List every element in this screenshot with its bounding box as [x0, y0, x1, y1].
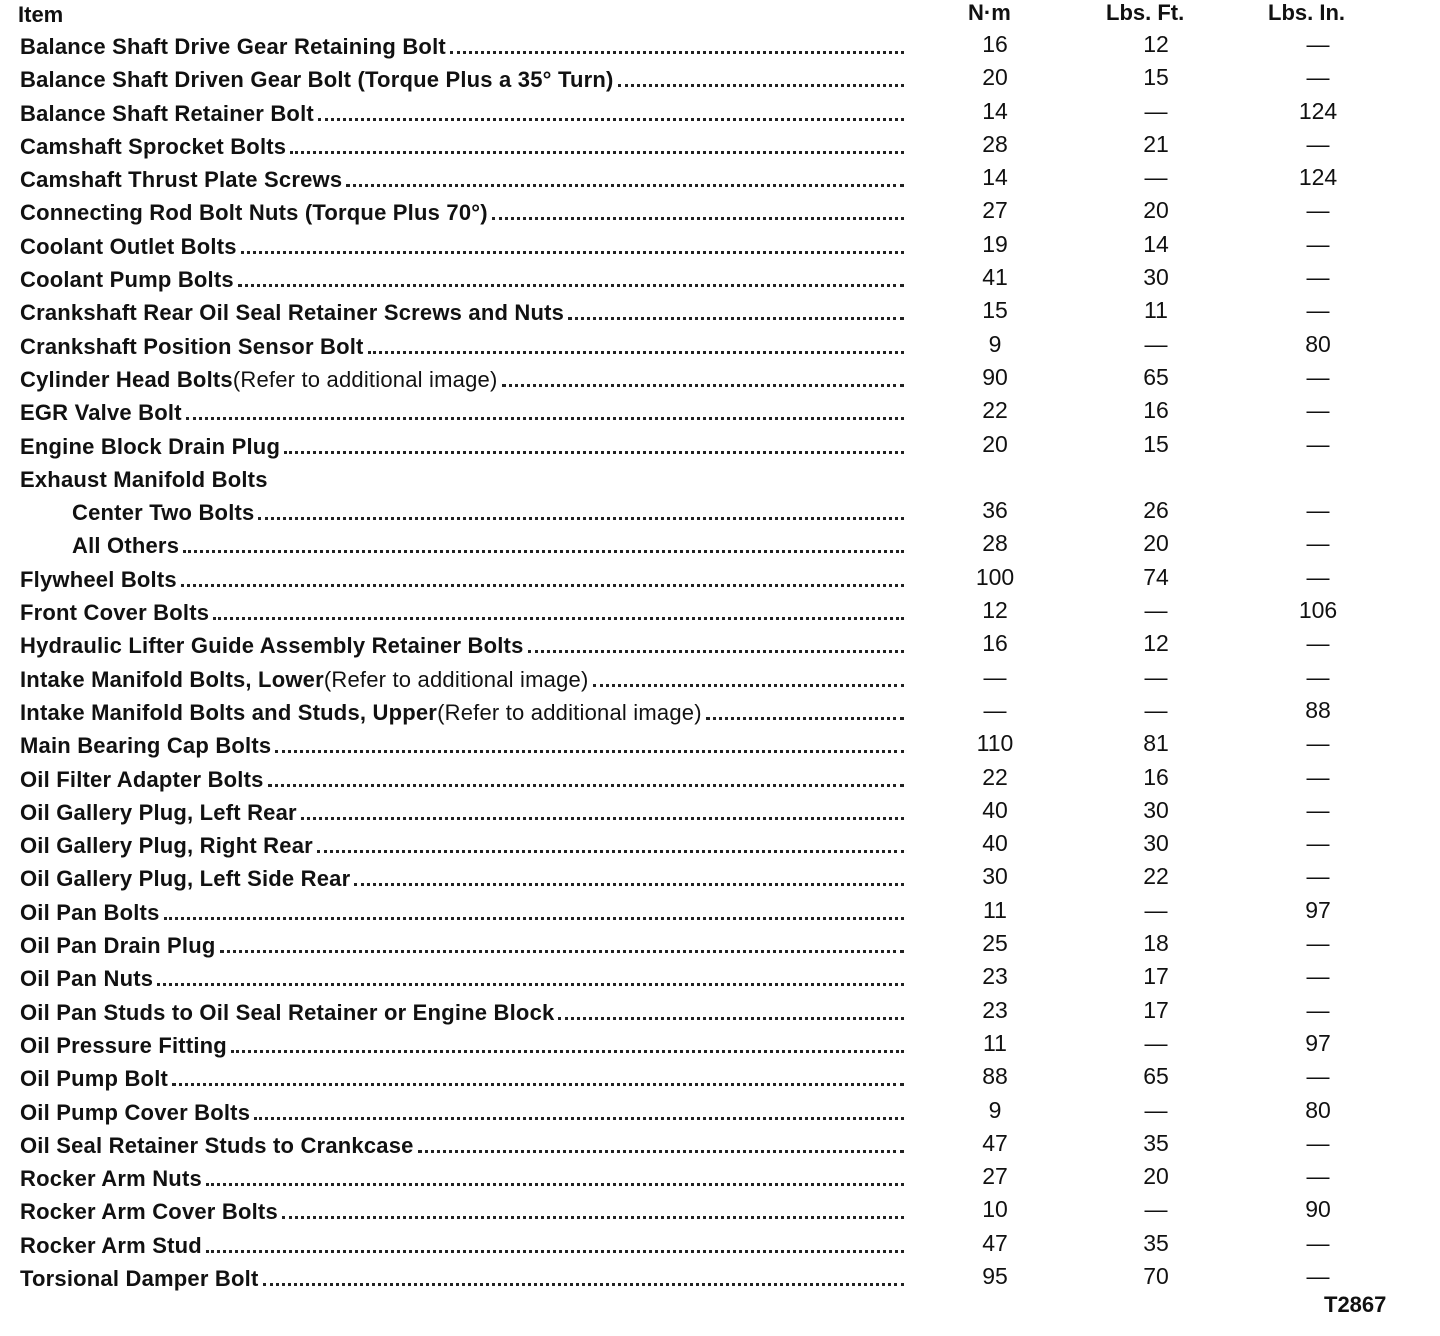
- item-cell: [20, 966, 906, 992]
- lbs-in-value: —: [1306, 963, 1330, 990]
- nm-value: 11: [983, 1029, 1007, 1056]
- dot-leader: [157, 983, 904, 986]
- lbs-in-value: —: [1306, 1229, 1330, 1256]
- lbs-in-value: 97: [1305, 896, 1331, 923]
- item-label: Camshaft Sprocket Bolts: [20, 133, 287, 159]
- item-label: Rocker Arm Nuts: [20, 1166, 202, 1192]
- item-label: All Others: [72, 533, 180, 559]
- item-note: (Refer to additional image): [232, 366, 498, 392]
- item-cell: [20, 1133, 906, 1159]
- nm-value: 19: [982, 230, 1008, 257]
- item-label: Center Two Bolts: [72, 500, 255, 526]
- lbs-ft-value: —: [1144, 1196, 1168, 1223]
- item-label: Oil Pump Bolt: [20, 1066, 169, 1092]
- lbs-ft-value: —: [1144, 330, 1168, 357]
- dot-leader: [258, 517, 904, 520]
- lbs-ft-value: 20: [1143, 1163, 1169, 1190]
- dot-leader: [206, 1183, 904, 1186]
- lbs-ft-value: —: [1144, 663, 1168, 690]
- item-label: Oil Filter Adapter Bolts: [20, 766, 264, 792]
- nm-value: 22: [982, 763, 1008, 790]
- dot-leader: [317, 850, 904, 853]
- lbs-ft-value: 22: [1143, 863, 1169, 890]
- item-label: Intake Manifold Bolts, Lower: [20, 666, 324, 692]
- lbs-ft-value: 12: [1143, 31, 1169, 57]
- table-row: [0, 95, 1440, 128]
- lbs-ft-value: 18: [1143, 930, 1169, 957]
- table-row: [0, 1193, 1440, 1226]
- item-label: EGR Valve Bolt: [20, 400, 182, 426]
- lbs-in-value: —: [1306, 497, 1330, 524]
- table-row: [0, 794, 1440, 827]
- lbs-ft-value: 74: [1143, 563, 1169, 590]
- item-label: Crankshaft Rear Oil Seal Retainer Screws and Nuts: [20, 300, 565, 326]
- dot-leader: [618, 84, 904, 87]
- nm-value: 11: [983, 896, 1007, 923]
- nm-value: 25: [982, 930, 1008, 957]
- item-label: Torsional Damper Bolt: [20, 1265, 259, 1291]
- item-label: Balance Shaft Driven Gear Bolt (Torque Plus a 35° Turn): [20, 67, 614, 93]
- nm-value: 40: [982, 796, 1008, 823]
- lbs-ft-value: 20: [1143, 197, 1169, 224]
- header-nm: N·m: [968, 0, 1011, 25]
- lbs-in-value: —: [1306, 130, 1330, 157]
- item-cell: [20, 800, 906, 826]
- dot-leader: [368, 351, 904, 354]
- nm-value: 88: [982, 1063, 1008, 1090]
- item-cell: [20, 866, 906, 892]
- item-label: Engine Block Drain Plug: [20, 433, 281, 459]
- item-label: Rocker Arm Stud: [20, 1232, 202, 1258]
- table-row: [0, 1060, 1440, 1093]
- item-label: Intake Manifold Bolts and Studs, Upper: [20, 699, 438, 725]
- item-cell: [20, 34, 906, 60]
- lbs-in-value: —: [1306, 430, 1330, 457]
- dot-leader: [238, 284, 904, 287]
- lbs-ft-value: 35: [1143, 1129, 1169, 1156]
- nm-value: 15: [982, 297, 1008, 324]
- item-cell: [20, 1166, 906, 1192]
- lbs-in-value: —: [1306, 630, 1330, 657]
- dot-leader: [706, 717, 904, 720]
- item-label: Exhaust Manifold Bolts: [20, 466, 268, 492]
- item-label: Connecting Rod Bolt Nuts (Torque Plus 70°): [20, 200, 488, 226]
- lbs-ft-value: —: [1144, 597, 1168, 624]
- table-row: [0, 894, 1440, 927]
- nm-value: 47: [982, 1129, 1008, 1156]
- nm-value: 9: [988, 1096, 1002, 1123]
- item-cell: [20, 1066, 906, 1092]
- item-cell: [20, 267, 906, 293]
- table-row: [0, 960, 1440, 993]
- table-row: [0, 261, 1440, 294]
- item-cell: [20, 467, 906, 493]
- lbs-ft-value: 17: [1143, 963, 1169, 990]
- lbs-ft-value: 70: [1143, 1262, 1169, 1289]
- lbs-in-value: —: [1306, 763, 1330, 790]
- lbs-in-value: —: [1306, 1063, 1330, 1090]
- item-cell: [20, 1199, 906, 1225]
- lbs-in-value: —: [1306, 730, 1330, 757]
- lbs-in-value: —: [1306, 1129, 1330, 1156]
- nm-value: 110: [976, 730, 1014, 757]
- lbs-ft-value: 30: [1143, 796, 1169, 823]
- lbs-in-value: 88: [1305, 696, 1331, 723]
- dot-leader: [450, 51, 904, 54]
- item-cell: [20, 434, 906, 460]
- nm-value: 23: [982, 996, 1008, 1023]
- header-item: Item: [18, 2, 64, 27]
- lbs-in-value: —: [1306, 197, 1330, 224]
- lbs-in-value: —: [1306, 64, 1330, 91]
- table-row: [0, 1094, 1440, 1127]
- nm-value: 10: [982, 1196, 1008, 1223]
- dot-leader: [502, 384, 905, 387]
- item-cell: [20, 667, 906, 693]
- lbs-ft-value: 30: [1143, 264, 1169, 291]
- item-label: Hydraulic Lifter Guide Assembly Retainer Bolts: [20, 633, 524, 659]
- lbs-in-value: —: [1306, 31, 1330, 57]
- item-label: Oil Seal Retainer Studs to Crankcase: [20, 1132, 414, 1158]
- item-cell: [72, 533, 906, 559]
- table-header: [0, 0, 1440, 30]
- item-label: Oil Pump Cover Bolts: [20, 1099, 251, 1125]
- dot-leader: [346, 184, 904, 187]
- item-cell: [20, 167, 906, 193]
- item-label: Oil Gallery Plug, Right Rear: [20, 833, 313, 859]
- lbs-in-value: —: [1306, 230, 1330, 257]
- table-row: [0, 860, 1440, 893]
- dot-leader: [241, 251, 904, 254]
- lbs-ft-value: 65: [1143, 363, 1169, 390]
- dot-leader: [206, 1250, 904, 1253]
- item-label: Flywheel Bolts: [20, 566, 177, 592]
- item-cell: [20, 67, 906, 93]
- lbs-ft-value: 81: [1143, 730, 1169, 757]
- dot-leader: [254, 1117, 904, 1120]
- nm-value: 100: [975, 563, 1015, 590]
- lbs-in-value: —: [1306, 1163, 1330, 1190]
- lbs-ft-value: 26: [1143, 497, 1169, 524]
- lbs-in-value: —: [1306, 297, 1330, 324]
- table-row: [0, 761, 1440, 794]
- table-row: [0, 428, 1440, 461]
- item-cell: [20, 833, 906, 859]
- item-cell: [20, 1033, 906, 1059]
- item-cell: [20, 700, 906, 726]
- dot-leader: [290, 151, 904, 154]
- table-row: [0, 694, 1440, 727]
- table-row: [0, 461, 1440, 494]
- dot-leader: [183, 550, 904, 553]
- nm-value: 36: [982, 497, 1008, 524]
- nm-value: 14: [982, 97, 1008, 124]
- item-cell: [20, 300, 906, 326]
- item-note: (Refer to additional image): [323, 666, 589, 692]
- lbs-ft-value: —: [1144, 1096, 1168, 1123]
- lbs-ft-value: —: [1144, 1029, 1168, 1056]
- dot-leader: [164, 917, 904, 920]
- dot-leader: [593, 684, 904, 687]
- dot-leader: [220, 950, 904, 953]
- item-cell: [20, 600, 906, 626]
- item-cell: [20, 767, 906, 793]
- lbs-in-value: —: [1306, 530, 1330, 557]
- item-cell: [20, 367, 906, 393]
- table-row: [0, 727, 1440, 760]
- lbs-ft-value: 16: [1143, 397, 1169, 424]
- lbs-in-value: —: [1306, 796, 1330, 823]
- header-lbs-ft: Lbs. Ft.: [1106, 0, 1185, 25]
- dot-leader: [528, 650, 904, 653]
- item-cell: [20, 334, 906, 360]
- table-row: [0, 661, 1440, 694]
- item-cell: [20, 1233, 906, 1259]
- dot-leader: [181, 584, 904, 587]
- nm-value: —: [983, 663, 1007, 690]
- dot-leader: [282, 1216, 904, 1219]
- item-label: Oil Pan Nuts: [20, 966, 154, 992]
- dot-leader: [301, 817, 904, 820]
- lbs-ft-value: 14: [1143, 230, 1169, 257]
- dot-leader: [172, 1083, 904, 1086]
- lbs-in-value: —: [1306, 830, 1330, 857]
- lbs-in-value: 97: [1305, 1029, 1331, 1056]
- table-row: [0, 994, 1440, 1027]
- dot-leader: [263, 1283, 905, 1286]
- nm-value: 40: [982, 830, 1008, 857]
- figure-code: T2867: [1324, 1292, 1387, 1317]
- item-label: Oil Pan Studs to Oil Seal Retainer or Engine Block: [20, 999, 555, 1025]
- torque-table-body: [0, 28, 1440, 1293]
- item-cell: [20, 400, 906, 426]
- table-row: [0, 28, 1440, 61]
- nm-value: —: [983, 696, 1007, 723]
- item-cell: [20, 101, 906, 127]
- item-label: Oil Pressure Fitting: [20, 1032, 227, 1058]
- lbs-ft-value: —: [1144, 896, 1168, 923]
- item-cell: [20, 567, 906, 593]
- lbs-ft-value: 16: [1143, 763, 1169, 790]
- table-row: [0, 561, 1440, 594]
- table-row: [0, 1160, 1440, 1193]
- nm-value: 14: [982, 164, 1008, 191]
- table-row: [0, 328, 1440, 361]
- item-cell: [20, 933, 906, 959]
- item-label: Rocker Arm Cover Bolts: [20, 1199, 278, 1225]
- lbs-ft-value: 65: [1143, 1063, 1169, 1090]
- table-row: [0, 1227, 1440, 1260]
- table-row: [0, 161, 1440, 194]
- lbs-in-value: —: [1306, 863, 1330, 890]
- item-cell: [20, 134, 906, 160]
- dot-leader: [568, 317, 904, 320]
- table-row: [0, 827, 1440, 860]
- nm-value: 9: [988, 330, 1002, 357]
- lbs-ft-value: 20: [1143, 530, 1169, 557]
- table-row: [0, 494, 1440, 527]
- nm-value: 20: [982, 430, 1008, 457]
- item-label: Cylinder Head Bolts: [20, 366, 233, 392]
- lbs-ft-value: 15: [1143, 64, 1169, 91]
- lbs-ft-value: 15: [1143, 430, 1169, 457]
- nm-value: 16: [982, 630, 1008, 657]
- item-cell: [20, 1266, 906, 1292]
- item-label: Oil Pan Drain Plug: [20, 933, 216, 959]
- lbs-in-value: —: [1306, 1262, 1330, 1289]
- lbs-ft-value: —: [1144, 696, 1168, 723]
- dot-leader: [284, 451, 904, 454]
- header-lbs-in: Lbs. In.: [1268, 0, 1345, 25]
- nm-value: 27: [982, 197, 1008, 224]
- lbs-in-value: —: [1306, 563, 1330, 590]
- item-cell: [20, 733, 906, 759]
- item-cell: [20, 1100, 906, 1126]
- dot-leader: [354, 883, 904, 886]
- dot-leader: [231, 1050, 904, 1053]
- lbs-in-value: —: [1306, 996, 1330, 1023]
- nm-value: 30: [982, 863, 1008, 890]
- lbs-in-value: 106: [1298, 597, 1338, 624]
- item-label: Coolant Pump Bolts: [20, 267, 234, 293]
- lbs-in-value: —: [1306, 363, 1330, 390]
- lbs-ft-value: —: [1144, 164, 1168, 191]
- dot-leader: [418, 1150, 904, 1153]
- item-label: Crankshaft Position Sensor Bolt: [20, 333, 364, 359]
- table-row: [0, 627, 1440, 660]
- item-cell: [20, 200, 906, 226]
- dot-leader: [492, 217, 904, 220]
- table-row: [0, 361, 1440, 394]
- dot-leader: [318, 118, 904, 121]
- item-cell: [20, 900, 906, 926]
- nm-value: 20: [982, 64, 1008, 91]
- lbs-ft-value: —: [1144, 97, 1168, 124]
- item-label: Balance Shaft Drive Gear Retaining Bolt: [20, 34, 446, 59]
- nm-value: 47: [982, 1229, 1008, 1256]
- nm-value: 27: [982, 1163, 1008, 1190]
- nm-value: 90: [982, 363, 1008, 390]
- item-cell: [20, 633, 906, 659]
- item-label: Oil Pan Bolts: [20, 899, 160, 925]
- item-label: Oil Gallery Plug, Left Rear: [20, 799, 297, 825]
- lbs-in-value: 80: [1305, 330, 1331, 357]
- nm-value: 22: [982, 397, 1008, 424]
- item-cell: [20, 1000, 906, 1026]
- table-row: [0, 1127, 1440, 1160]
- dot-leader: [268, 784, 904, 787]
- dot-leader: [213, 617, 904, 620]
- nm-value: 28: [982, 530, 1008, 557]
- table-row: [0, 194, 1440, 227]
- lbs-in-value: 124: [1298, 97, 1338, 124]
- lbs-ft-value: 11: [1144, 297, 1168, 324]
- item-label: Coolant Outlet Bolts: [20, 233, 237, 259]
- lbs-ft-value: 12: [1143, 630, 1169, 657]
- item-label: Camshaft Thrust Plate Screws: [20, 167, 343, 193]
- table-row: [0, 61, 1440, 94]
- lbs-in-value: —: [1306, 663, 1330, 690]
- lbs-in-value: —: [1306, 930, 1330, 957]
- lbs-in-value: —: [1306, 264, 1330, 291]
- nm-value: 95: [982, 1262, 1008, 1289]
- nm-value: 12: [982, 597, 1008, 624]
- item-label: Main Bearing Cap Bolts: [20, 733, 272, 759]
- lbs-ft-value: 21: [1143, 130, 1169, 157]
- item-label: Oil Gallery Plug, Left Side Rear: [20, 866, 351, 892]
- dot-leader: [275, 750, 904, 753]
- table-row: [0, 228, 1440, 261]
- lbs-in-value: 90: [1305, 1196, 1331, 1223]
- item-label: Front Cover Bolts: [20, 600, 210, 626]
- lbs-ft-value: 35: [1143, 1229, 1169, 1256]
- table-row: [0, 294, 1440, 327]
- item-label: Balance Shaft Retainer Bolt: [20, 100, 314, 126]
- lbs-ft-value: 17: [1143, 996, 1169, 1023]
- table-row: [0, 1260, 1440, 1293]
- dot-leader: [558, 1017, 904, 1020]
- lbs-in-value: 124: [1298, 164, 1338, 191]
- table-row: [0, 927, 1440, 960]
- item-cell: [20, 234, 906, 260]
- nm-value: 28: [982, 130, 1008, 157]
- table-row: [0, 594, 1440, 627]
- lbs-ft-value: 30: [1143, 830, 1169, 857]
- table-row: [0, 394, 1440, 427]
- lbs-in-value: —: [1306, 397, 1330, 424]
- table-row: [0, 128, 1440, 161]
- nm-value: 41: [982, 264, 1008, 291]
- item-note: (Refer to additional image): [437, 699, 702, 725]
- item-cell: [72, 500, 906, 526]
- table-row: [0, 1027, 1440, 1060]
- nm-value: 16: [982, 31, 1008, 57]
- nm-value: 23: [982, 963, 1008, 990]
- table-row: [0, 527, 1440, 560]
- dot-leader: [186, 417, 904, 420]
- lbs-in-value: 80: [1305, 1096, 1331, 1123]
